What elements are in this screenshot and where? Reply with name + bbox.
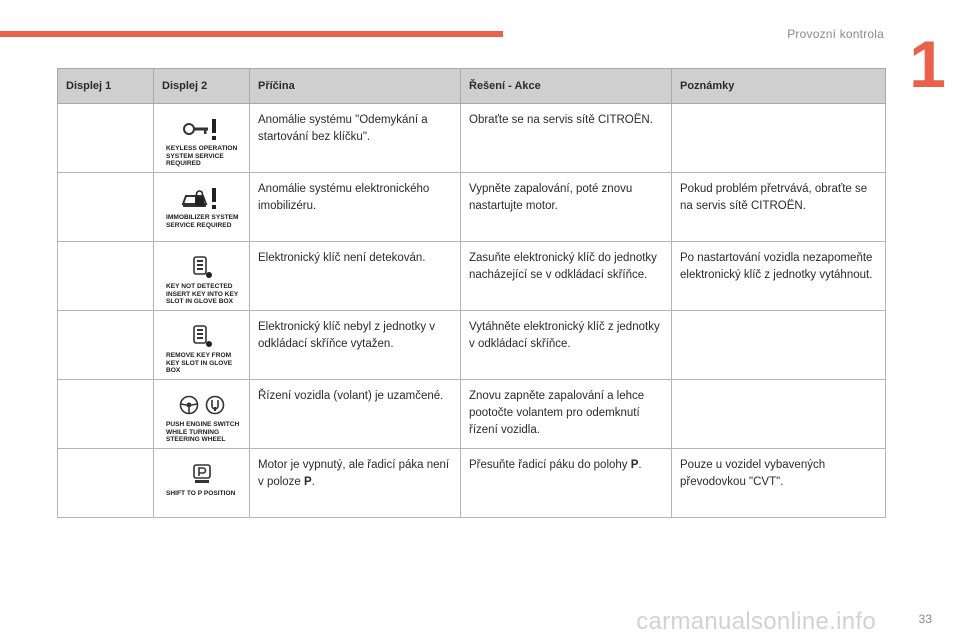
display2-cell (154, 242, 250, 311)
solution-cell: Obraťte se na servis sítě CITROËN. (461, 104, 672, 173)
note-cell (672, 104, 886, 173)
table-row (58, 173, 886, 242)
table-header-row (58, 69, 886, 104)
engine-switch-icon (204, 394, 226, 416)
display2-label: PUSH ENGINE SWITCH WHILE TURNING STEERING WHEEL (166, 421, 240, 443)
cause-text: Motor je vypnutý, ale řadicí páka není v poloze (258, 459, 450, 488)
solution-text: Přesuňte řadicí páku do polohy (469, 459, 631, 471)
display2-label: REMOVE KEY FROM KEY SLOT IN GLOVE BOX (166, 352, 233, 374)
note-cell: Pouze u vozidel vybavených převodovkou "CVT". (672, 449, 886, 518)
display1-cell (58, 380, 154, 449)
key-fob-icon (190, 324, 214, 348)
table-row (58, 449, 886, 518)
solution-cell: Znovu zapněte zapalování a lehce pootočte volantem pro odemknutí řízení vozidla. (461, 380, 672, 449)
table-row (58, 242, 886, 311)
display-panel (162, 388, 241, 444)
display2-label: IMMOBILIZER SYSTEM SERVICE REQUIRED (166, 214, 239, 229)
immobilizer-warning-icon (181, 186, 223, 210)
note-cell (672, 380, 886, 449)
warning-messages-table (57, 68, 886, 518)
solution-cell: Zasuňte elektronický klíč do jednotky nacházející se v odkládací skříňce. (461, 242, 672, 311)
table-row (58, 311, 886, 380)
table-row (58, 104, 886, 173)
solution-cell: Vypněte zapalování, poté znovu nastartujte motor. (461, 173, 672, 242)
display1-cell (58, 311, 154, 380)
header-note: Poznámky (672, 69, 886, 104)
display-panel (162, 319, 241, 375)
header-solution: Řešení - Akce (461, 69, 672, 104)
chapter-number: 1 (909, 27, 946, 101)
watermark: carmanualsonline.info (636, 608, 876, 635)
cause-cell: Elektronický klíč není detekován. (250, 242, 461, 311)
display-panel (162, 181, 241, 229)
cause-cell: Anomálie systému "Odemykání a startování bez klíčku". (250, 104, 461, 173)
display2-label: SHIFT TO P POSITION (166, 490, 236, 497)
display-panel (162, 457, 241, 498)
note-cell: Pokud problém přetrvává, obraťte se na servis sítě CITROËN. (672, 173, 886, 242)
display2-cell (154, 380, 250, 449)
header-display1: Displej 1 (58, 69, 154, 104)
display2-cell (154, 311, 250, 380)
display1-cell (58, 104, 154, 173)
header-display2: Displej 2 (154, 69, 250, 104)
top-accent-bar (0, 31, 503, 37)
key-fob-icon (190, 255, 214, 279)
display-panel (162, 112, 241, 168)
solution-bold-text: P (630, 459, 639, 471)
cause-cell: Elektronický klíč nebyl z jednotky v odkládací skříňce vytažen. (250, 311, 461, 380)
solution-cell: Vytáhněte elektronický klíč z jednotky v odkládací skříňce. (461, 311, 672, 380)
display2-label: KEY NOT DETECTED INSERT KEY INTO KEY SLOT IN GLOVE BOX (166, 283, 239, 305)
steering-wheel-icon (178, 394, 200, 416)
cause-end-text: . (311, 476, 315, 488)
solution-cell (461, 449, 672, 518)
display-panel (162, 250, 241, 306)
display1-cell (58, 449, 154, 518)
display2-label: KEYLESS OPERATION SYSTEM SERVICE REQUIRED (166, 145, 238, 167)
cause-cell (250, 449, 461, 518)
note-cell: Po nastartování vozidla nezapomeňte elektronický klíč z jednotky vytáhnout. (672, 242, 886, 311)
header-cause: Příčina (250, 69, 461, 104)
cause-cell: Řízení vozidla (volant) je uzamčené. (250, 380, 461, 449)
note-cell (672, 311, 886, 380)
display2-cell (154, 104, 250, 173)
display1-cell (58, 173, 154, 242)
display2-cell (154, 449, 250, 518)
page-number: 33 (918, 612, 932, 626)
cause-bold-text: P (304, 476, 312, 488)
display2-cell (154, 173, 250, 242)
display1-cell (58, 242, 154, 311)
table-row (58, 380, 886, 449)
solution-end-text: . (638, 459, 642, 471)
cause-cell: Anomálie systému elektronického imobilizéru. (250, 173, 461, 242)
chapter-title: Provozní kontrola (787, 27, 884, 41)
key-warning-icon (182, 117, 222, 141)
shift-p-icon (191, 463, 213, 485)
